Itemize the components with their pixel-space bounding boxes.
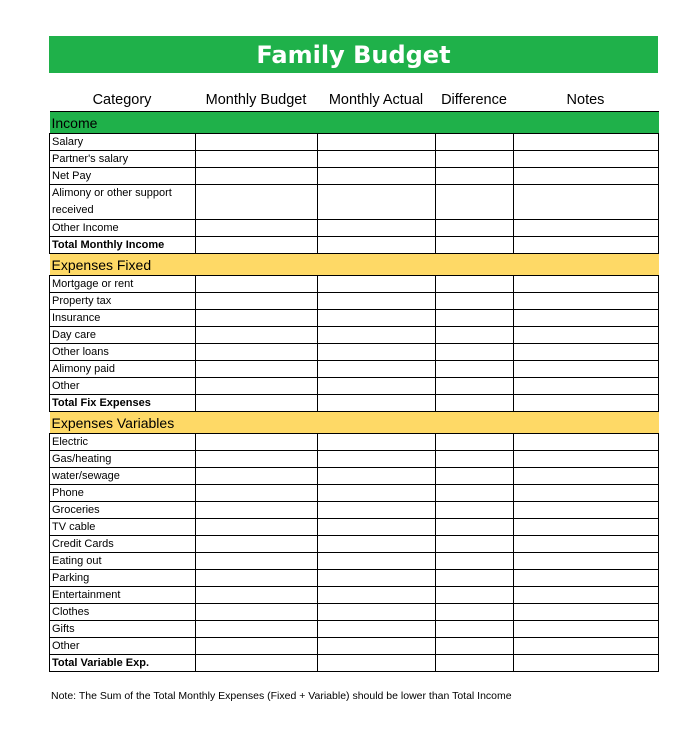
monthly-actual-cell[interactable] — [318, 134, 436, 151]
monthly-budget-cell[interactable] — [196, 502, 318, 519]
difference-cell[interactable] — [436, 604, 514, 621]
category-label: water/sewage — [50, 468, 196, 485]
table-row — [50, 327, 659, 344]
table-row — [50, 151, 659, 168]
category-label: Day care — [50, 327, 196, 344]
monthly-actual-cell[interactable] — [318, 468, 436, 485]
total-row — [50, 655, 659, 672]
difference-cell[interactable] — [436, 638, 514, 655]
table-row — [50, 519, 659, 536]
notes-cell[interactable] — [514, 468, 659, 485]
monthly-budget-cell[interactable] — [196, 310, 318, 327]
section-title: Income — [50, 112, 659, 134]
monthly-actual-cell[interactable] — [318, 655, 436, 672]
table-row — [50, 168, 659, 185]
notes-cell[interactable] — [514, 237, 659, 254]
difference-cell[interactable] — [436, 220, 514, 237]
category-label: Phone — [50, 485, 196, 502]
monthly-actual-cell[interactable] — [318, 310, 436, 327]
category-label: Other loans — [50, 344, 196, 361]
monthly-actual-cell[interactable] — [318, 185, 436, 220]
category-label: Mortgage or rent — [50, 276, 196, 293]
difference-cell[interactable] — [436, 570, 514, 587]
header-difference: Difference — [441, 92, 507, 108]
notes-cell[interactable] — [514, 361, 659, 378]
table-row — [50, 378, 659, 395]
monthly-actual-cell[interactable] — [318, 587, 436, 604]
monthly-actual-cell[interactable] — [318, 168, 436, 185]
monthly-budget-cell[interactable] — [196, 185, 318, 220]
table-row — [50, 310, 659, 327]
monthly-actual-cell[interactable] — [318, 378, 436, 395]
notes-cell[interactable] — [514, 502, 659, 519]
budget-table — [49, 111, 659, 672]
notes-cell[interactable] — [514, 327, 659, 344]
monthly-budget-cell[interactable] — [196, 655, 318, 672]
table-row — [50, 293, 659, 310]
section-title: Expenses Variables — [50, 412, 659, 434]
monthly-actual-cell[interactable] — [318, 604, 436, 621]
table-row — [50, 185, 659, 220]
difference-cell[interactable] — [436, 310, 514, 327]
category-label: Other — [50, 638, 196, 655]
header-monthly-budget: Monthly Budget — [205, 92, 307, 108]
monthly-budget-cell[interactable] — [196, 638, 318, 655]
page-title: Family Budget — [49, 36, 658, 73]
notes-cell[interactable] — [514, 587, 659, 604]
notes-cell[interactable] — [514, 293, 659, 310]
monthly-budget-cell[interactable] — [196, 553, 318, 570]
monthly-budget-cell[interactable] — [196, 434, 318, 451]
difference-cell[interactable] — [436, 276, 514, 293]
monthly-actual-cell[interactable] — [318, 502, 436, 519]
monthly-budget-cell[interactable] — [196, 621, 318, 638]
monthly-actual-cell[interactable] — [318, 553, 436, 570]
category-label: Alimony paid — [50, 361, 196, 378]
notes-cell[interactable] — [514, 655, 659, 672]
monthly-budget-cell[interactable] — [196, 237, 318, 254]
monthly-actual-cell[interactable] — [318, 638, 436, 655]
notes-cell[interactable] — [514, 519, 659, 536]
table-row — [50, 220, 659, 237]
monthly-budget-cell[interactable] — [196, 378, 318, 395]
category-label: Gas/heating — [50, 451, 196, 468]
notes-cell[interactable] — [514, 134, 659, 151]
monthly-budget-cell[interactable] — [196, 220, 318, 237]
monthly-budget-cell[interactable] — [196, 604, 318, 621]
difference-cell[interactable] — [436, 327, 514, 344]
monthly-actual-cell[interactable] — [318, 220, 436, 237]
column-headers — [49, 89, 658, 111]
monthly-actual-cell[interactable] — [318, 151, 436, 168]
category-label: Net Pay — [50, 168, 196, 185]
difference-cell[interactable] — [436, 519, 514, 536]
monthly-budget-cell[interactable] — [196, 468, 318, 485]
difference-cell[interactable] — [436, 587, 514, 604]
category-label: Entertainment — [50, 587, 196, 604]
notes-cell[interactable] — [514, 536, 659, 553]
difference-cell[interactable] — [436, 237, 514, 254]
difference-cell[interactable] — [436, 468, 514, 485]
notes-cell[interactable] — [514, 276, 659, 293]
category-label: Parking — [50, 570, 196, 587]
monthly-actual-cell[interactable] — [318, 451, 436, 468]
table-row — [50, 276, 659, 293]
notes-cell[interactable] — [514, 570, 659, 587]
difference-cell[interactable] — [436, 361, 514, 378]
header-category: Category — [92, 92, 152, 108]
table-row — [50, 451, 659, 468]
difference-cell[interactable] — [436, 151, 514, 168]
monthly-budget-cell[interactable] — [196, 134, 318, 151]
difference-cell[interactable] — [436, 344, 514, 361]
notes-cell[interactable] — [514, 395, 659, 412]
notes-cell[interactable] — [514, 344, 659, 361]
monthly-budget-cell[interactable] — [196, 276, 318, 293]
table-row — [50, 638, 659, 655]
monthly-actual-cell[interactable] — [318, 344, 436, 361]
monthly-budget-cell[interactable] — [196, 151, 318, 168]
difference-cell[interactable] — [436, 134, 514, 151]
total-row — [50, 395, 659, 412]
header-notes: Notes — [566, 92, 605, 108]
difference-cell[interactable] — [436, 293, 514, 310]
monthly-budget-cell[interactable] — [196, 570, 318, 587]
monthly-actual-cell[interactable] — [318, 395, 436, 412]
table-row — [50, 604, 659, 621]
notes-cell[interactable] — [514, 168, 659, 185]
difference-cell[interactable] — [436, 502, 514, 519]
category-label: Clothes — [50, 604, 196, 621]
section-header-expenses-fixed — [50, 254, 659, 276]
difference-cell[interactable] — [436, 621, 514, 638]
monthly-budget-cell[interactable] — [196, 485, 318, 502]
table-row — [50, 434, 659, 451]
monthly-budget-cell[interactable] — [196, 451, 318, 468]
monthly-actual-cell[interactable] — [318, 293, 436, 310]
table-row — [50, 134, 659, 151]
category-label: Eating out — [50, 553, 196, 570]
monthly-actual-cell[interactable] — [318, 434, 436, 451]
monthly-budget-cell[interactable] — [196, 344, 318, 361]
monthly-budget-cell[interactable] — [196, 395, 318, 412]
table-row — [50, 485, 659, 502]
category-label: Gifts — [50, 621, 196, 638]
section-header-expenses-variables — [50, 412, 659, 434]
monthly-budget-cell[interactable] — [196, 168, 318, 185]
category-label: TV cable — [50, 519, 196, 536]
monthly-actual-cell[interactable] — [318, 237, 436, 254]
header-monthly-actual: Monthly Actual — [328, 92, 424, 108]
notes-cell[interactable] — [514, 638, 659, 655]
notes-cell[interactable] — [514, 604, 659, 621]
difference-cell[interactable] — [436, 536, 514, 553]
difference-cell[interactable] — [436, 485, 514, 502]
footer-note: Note: The Sum of the Total Monthly Expenses (Fixed + Variable) should be lower than Total Income — [51, 690, 512, 702]
table-row — [50, 621, 659, 638]
section-title: Expenses Fixed — [50, 254, 659, 276]
table-row — [50, 502, 659, 519]
monthly-actual-cell[interactable] — [318, 519, 436, 536]
monthly-budget-cell[interactable] — [196, 327, 318, 344]
notes-cell[interactable] — [514, 434, 659, 451]
category-label: Groceries — [50, 502, 196, 519]
difference-cell[interactable] — [436, 434, 514, 451]
category-label: Alimony or other support received — [50, 185, 196, 220]
category-label: Other — [50, 378, 196, 395]
table-row — [50, 587, 659, 604]
category-label: Insurance — [50, 310, 196, 327]
notes-cell[interactable] — [514, 151, 659, 168]
monthly-actual-cell[interactable] — [318, 536, 436, 553]
monthly-actual-cell[interactable] — [318, 327, 436, 344]
difference-cell[interactable] — [436, 395, 514, 412]
notes-cell[interactable] — [514, 621, 659, 638]
table-row — [50, 344, 659, 361]
category-label: Other Income — [50, 220, 196, 237]
total-row — [50, 237, 659, 254]
category-label: Total Monthly Income — [50, 237, 196, 254]
category-label: Salary — [50, 134, 196, 151]
notes-cell[interactable] — [514, 451, 659, 468]
category-label: Partner's salary — [50, 151, 196, 168]
monthly-actual-cell[interactable] — [318, 570, 436, 587]
notes-cell[interactable] — [514, 553, 659, 570]
table-row — [50, 468, 659, 485]
difference-cell[interactable] — [436, 655, 514, 672]
monthly-budget-cell[interactable] — [196, 293, 318, 310]
difference-cell[interactable] — [436, 451, 514, 468]
difference-cell[interactable] — [436, 378, 514, 395]
monthly-actual-cell[interactable] — [318, 361, 436, 378]
difference-cell[interactable] — [436, 553, 514, 570]
section-header-income — [50, 112, 659, 134]
notes-cell[interactable] — [514, 310, 659, 327]
category-label: Credit Cards — [50, 536, 196, 553]
notes-cell[interactable] — [514, 220, 659, 237]
table-row — [50, 553, 659, 570]
monthly-actual-cell[interactable] — [318, 485, 436, 502]
monthly-budget-cell[interactable] — [196, 587, 318, 604]
category-label: Total Variable Exp. — [50, 655, 196, 672]
difference-cell[interactable] — [436, 168, 514, 185]
notes-cell[interactable] — [514, 185, 659, 220]
monthly-actual-cell[interactable] — [318, 621, 436, 638]
monthly-budget-cell[interactable] — [196, 519, 318, 536]
table-row — [50, 570, 659, 587]
monthly-budget-cell[interactable] — [196, 536, 318, 553]
category-label: Property tax — [50, 293, 196, 310]
category-label: Total Fix Expenses — [50, 395, 196, 412]
table-row — [50, 536, 659, 553]
monthly-actual-cell[interactable] — [318, 276, 436, 293]
monthly-budget-cell[interactable] — [196, 361, 318, 378]
table-row — [50, 361, 659, 378]
notes-cell[interactable] — [514, 378, 659, 395]
category-label: Electric — [50, 434, 196, 451]
difference-cell[interactable] — [436, 185, 514, 220]
notes-cell[interactable] — [514, 485, 659, 502]
